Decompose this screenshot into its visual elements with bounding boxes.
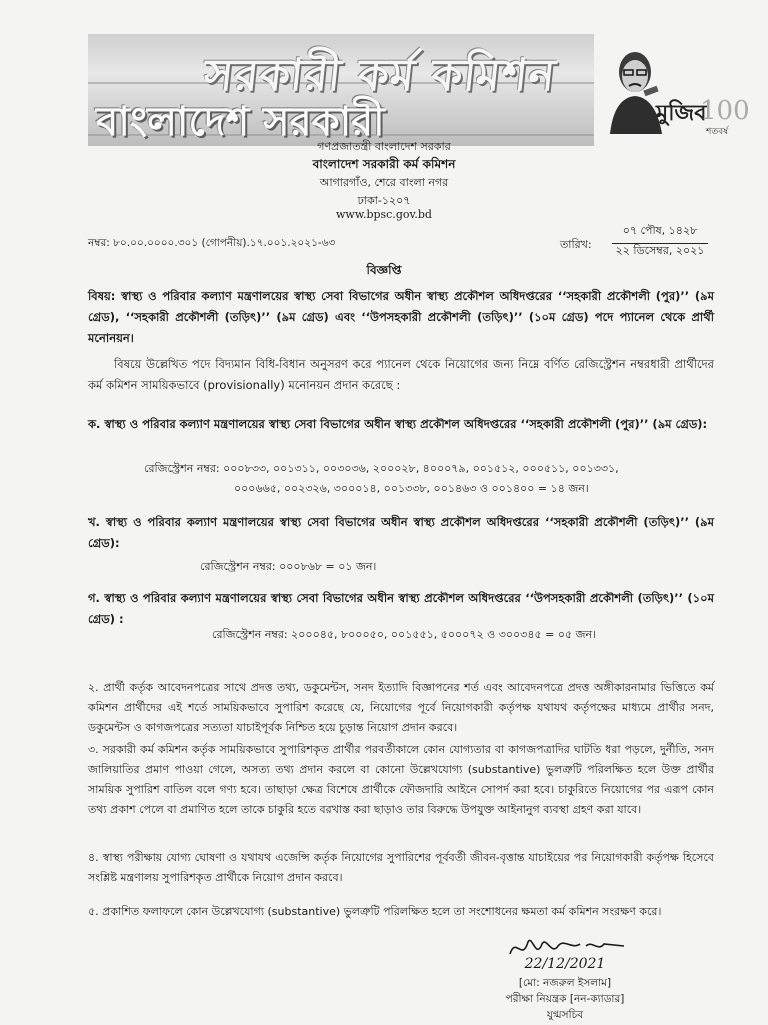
subject-label: বিষয়: — [88, 289, 116, 303]
header-org: বাংলাদেশ সরকারী কর্ম কমিশন — [312, 157, 456, 171]
header-govt: গণপ্রজাতন্ত্রী বাংলাদেশ সরকার — [317, 140, 451, 153]
section-ka-reg-2: ০০০৬৬৫, ০০২৩২৬, ৩০০০১৪, ০০১৩৩৮, ০০১৪৬৩ ও ০০১৪০০ = ১৪ জন। — [234, 482, 589, 495]
section-kha-reg: রেজিস্ট্রেশন নম্বর: ০০০৮৬৮ = ০১ জন। — [200, 560, 377, 573]
banner-line-1: সরকারী কর্ম কমিশন — [202, 50, 559, 101]
header-addr1: আগারগাঁও, শেরে বাংলা নগর — [319, 176, 449, 189]
header-banner — [88, 34, 594, 146]
mujib-logo-number: 100 — [700, 96, 750, 126]
mujib-logo-sub: শতবর্ষ — [706, 127, 729, 137]
clause-5: ৫. প্রকাশিত ফলাফলে কোন উল্লেখযোগ্য (substantive) ভুলত্রুটি পরিলক্ষিত হলে তা সংশোধনের ক্ষমতা কর্ম কমিশন সংরক্ষণ করে। — [88, 905, 662, 918]
clause-3: ৩. সরকারী কর্ম কমিশন কর্তৃক সাময়িকভাবে সুপারিশকৃত প্রার্থীর পরবর্তীকালে কোন যোগ্যতার বা কাগজপত্রাদির ঘাটতি ধরা পড়লে, দুর্নীতি, সনদ জালিয়াতির প্রমাণ পাওয়া গেলে, অসত্য তথ্য প্রদান করলে বা কোনো উল্লেখযোগ্য (substantive) ভুলত্রুটি পরিলক্ষিত হলে উক্ত প্রার্থীর সাময়িক সুপারিশ বাতিল বলে গণ্য হবে। তাছাড়া ক্ষেত্র বিশেষে প্রার্থীকে ফৌজদারি আইনে সোপর্দ করা হবে। চাকুরিতে নিয়োগের পর এরূপ কোন তথ্য প্রকাশ পেলে বা প্রমাণিত হলে তাকে চাকুরি হতে বরখাস্ত করা ছাড়াও তার বিরুদ্ধে উপযুক্ত আইনানুগ ব্যবস্থা গ্রহণ করা যাবে। — [88, 743, 714, 816]
signatory-rank: যুগ্মসচিব — [546, 1009, 584, 1021]
section-ga-reg: রেজিস্ট্রেশন নম্বর: ২০০০৪৫, ৮০০০৫০, ০০১৫৫১, ৫০০০৭২ ও ৩০০৩৪৫ = ০৫ জন। — [212, 628, 596, 641]
mujib-logo-text: মুজিব — [656, 101, 707, 126]
section-kha-heading: স্বাস্থ্য ও পরিবার কল্যাণ মন্ত্রণালয়ের স্বাস্থ্য সেবা বিভাগের অধীন স্বাস্থ্য প্রকৌশল অধিদপ্তরের ‘‘সহকারী প্রকৌশলী (তড়িৎ)’’ (৯ম গ্রেড): — [88, 515, 714, 550]
header-website: www.bpsc.gov.bd — [336, 208, 432, 221]
section-ka-label: ক. — [88, 417, 101, 431]
reference-number: নম্বর: ৮০.০০.০০০০.৩০১ (গোপনীয়).১৭.০০১.২০২১-৬৩ — [88, 237, 336, 249]
date-label: তারিখ: — [560, 238, 592, 251]
section-ka-reg-1: রেজিস্ট্রেশন নম্বর: ০০০৮৩৩, ০০১৩১১, ০০৩০৩৬, ২০০০২৮, ৪০০০৭৯, ০০১৫১২, ০০০৫১১, ০০১৩৩১, — [144, 462, 619, 475]
clause-2: ২. প্রার্থী কর্তৃক আবেদনপত্রের সাথে প্রদত্ত তথ্য, ডকুমেন্টস, সনদ ইত্যাদি বিজ্ঞাপনের শর্ত এবং আবেদনপত্রে প্রদত্ত অঙ্গীকারনামার ভিত্তিতে কর্ম কমিশন প্রার্থীদের এই শর্তে সাময়িকভাবে সুপারিশ করেছে যে, নিয়োগের পূর্বে নিয়োগকারী কর্তৃপক্ষ যথাযথ কর্তৃপক্ষের মাধ্যমে প্রার্থীর সনদ, ডকুমেন্টস ও কাগজপত্রের সত্যতা যাচাইপূর্বক নিশ্চিত হয়ে চূড়ান্ত নিয়োগ প্রদান করবে। — [88, 681, 714, 734]
section-ga-label: গ. — [88, 591, 100, 605]
clause-4: ৪. স্বাস্থ্য পরীক্ষায় যোগ্য ঘোষণা ও যথাযথ এজেন্সি কর্তৃক নিয়োগের সুপারিশের পূর্ববর্তী জীবন-বৃত্তান্ত যাচাইয়ের পর নিয়োগকারী কর্তৃপক্ষ হিসেবে সংশ্লিষ্ট মন্ত্রণালয় সুপারিশকৃত প্রার্থীকে নিয়োগ প্রদান করবে। — [88, 851, 714, 884]
section-kha — [88, 512, 714, 554]
section-ka — [88, 414, 714, 435]
date-english: ২২ ডিসেম্বর, ২০২১ — [615, 244, 705, 257]
signatory-name: [মো: নজরুল ইসলাম] — [518, 977, 612, 989]
notice-title: বিজ্ঞপ্তি — [366, 263, 402, 277]
subject-text: স্বাস্থ্য ও পরিবার কল্যাণ মন্ত্রণালয়ের স্বাস্থ্য সেবা বিভাগের অধীন স্বাস্থ্য প্রকৌশল অধিদপ্তরের ‘‘সহকারী প্রকৌশলী (পুর)’’ (৯ম গ্রেড), ‘‘সহকারী প্রকৌশলী (তড়িৎ)’’ (৯ম গ্রেড) এবং ‘‘উপসহকারী প্রকৌশলী (তড়িৎ)’’ (১০ম গ্রেড) পদে প্যানেল থেকে প্রার্থী মনোনয়ন। — [88, 289, 714, 345]
section-kha-label: খ. — [88, 515, 100, 529]
header-addr2: ঢাকা-১২০৭ — [357, 194, 411, 207]
section-ka-heading: স্বাস্থ্য ও পরিবার কল্যাণ মন্ত্রণালয়ের স্বাস্থ্য সেবা বিভাগের অধীন স্বাস্থ্য প্রকৌশল অধিদপ্তরের ‘‘সহকারী প্রকৌশলী (পুর)’’ (৯ম গ্রেড): — [104, 417, 708, 431]
banner-line-2: বাংলাদেশ সরকারী — [96, 99, 385, 145]
subject — [88, 286, 714, 349]
signature-date: 22/12/2021 — [524, 956, 606, 972]
section-ga-heading: স্বাস্থ্য ও পরিবার কল্যাণ মন্ত্রণালয়ের স্বাস্থ্য সেবা বিভাগের অধীন স্বাস্থ্য প্রকৌশল অধিদপ্তরের ‘‘উপসহকারী প্রকৌশলী (তড়িৎ)’’ (১০ম গ্রেড) : — [88, 591, 714, 626]
signatory-designation: পরীক্ষা নিয়ন্ত্রক [নন-ক্যাডার] — [505, 993, 625, 1005]
intro-paragraph: বিষয়ে উল্লেখিত পদে বিদ্যমান বিধি-বিধান অনুসরণ করে প্যানেল থেকে নিয়োগের জন্য নিম্নে বর্ণিত রেজিস্ট্রেশন নম্বরধারী প্রার্থীদের কর্ম কমিশন সাময়িকভাবে (provisionally) মনোনয়ন প্রদান করেছে : — [88, 357, 714, 392]
date-bangla: ০৭ পৌষ, ১৪২৮ — [612, 222, 708, 244]
